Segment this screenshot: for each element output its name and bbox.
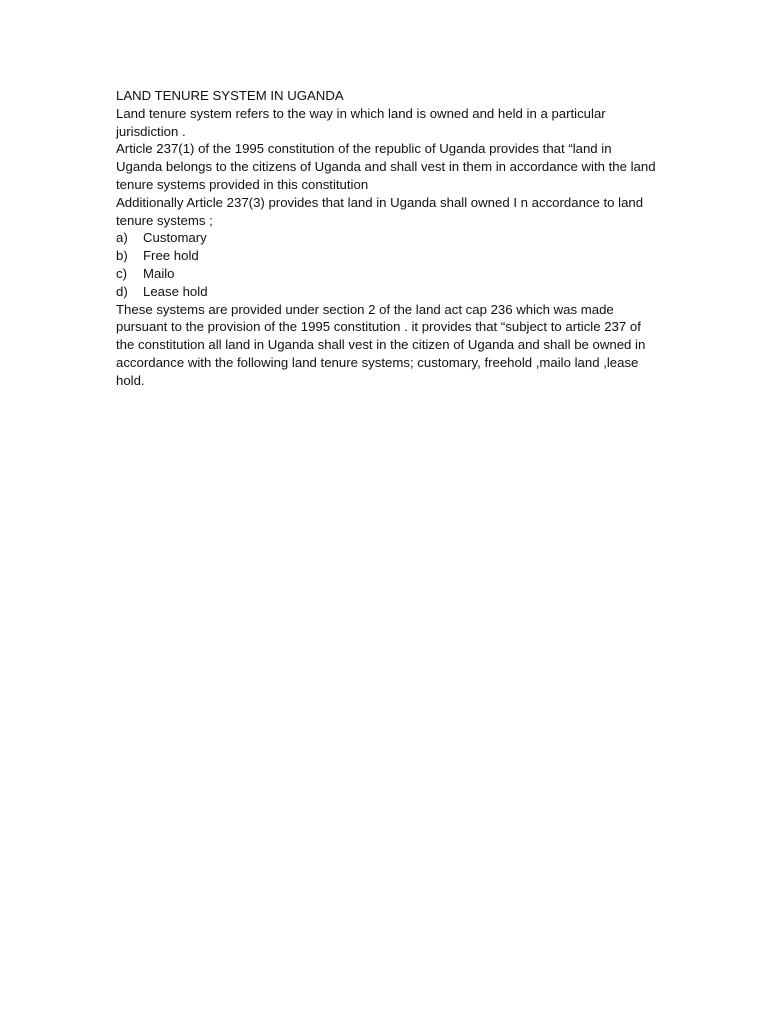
paragraph-article-237-1: Article 237(1) of the 1995 constitution of the republic of Uganda provides that “land in Uganda belongs to the citizens of Uganda and shall vest in them in accordance with the land tenure systems provided in this constitution	[116, 141, 660, 192]
list-marker: b)	[116, 248, 128, 264]
list-item-text: Lease hold	[143, 283, 208, 299]
list-item-text: Free hold	[143, 248, 199, 264]
list-item	[116, 283, 656, 301]
list-item	[116, 247, 656, 265]
list-item-text: Customary	[143, 230, 207, 246]
paragraph-land-act: These systems are provided under section 2 of the land act cap 236 which was made pursuant to the provision of the 1995 constitution . it provides that “subject to article 237 of the constitution all land in Uganda shall vest in the citizen of Uganda and shall be owned in accordance with the following land tenure systems; customary, freehold ,mailo land ,lease hold.	[116, 301, 649, 388]
list-item	[116, 229, 656, 247]
document-title: LAND TENURE SYSTEM IN UGANDA	[116, 88, 344, 103]
paragraph-definition: Land tenure system refers to the way in which land is owned and held in a particular jurisdiction .	[116, 105, 610, 139]
list-marker: a)	[116, 230, 128, 246]
document-body	[116, 87, 660, 390]
list-item	[116, 265, 656, 283]
tenure-systems-list	[116, 229, 656, 300]
paragraph-article-237-3: Additionally Article 237(3) provides that land in Uganda shall owned I n accordance to land tenure systems ;	[116, 194, 647, 228]
list-marker: c)	[116, 265, 127, 281]
list-marker: d)	[116, 283, 128, 299]
list-item-text: Mailo	[143, 265, 175, 281]
